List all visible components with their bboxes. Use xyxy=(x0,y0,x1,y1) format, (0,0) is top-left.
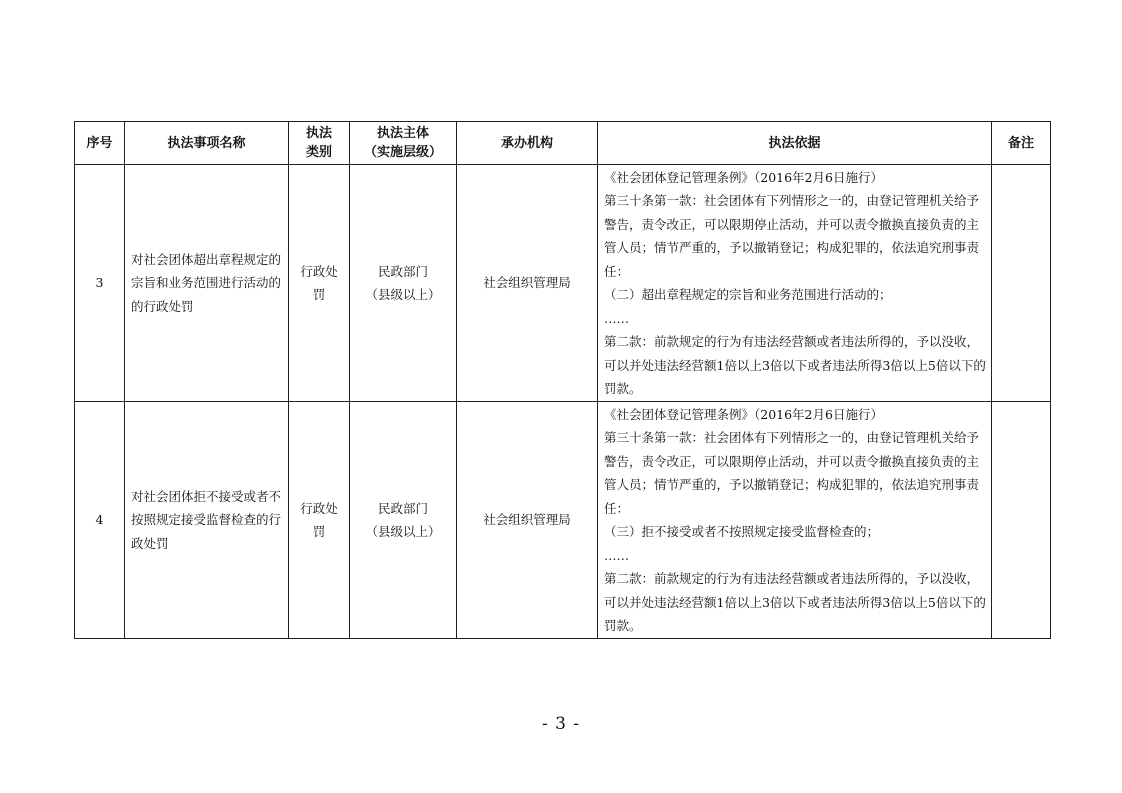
table-row xyxy=(75,165,1051,402)
header-remark: 备注 xyxy=(992,122,1051,165)
header-basis: 执法依据 xyxy=(598,122,992,165)
cell-seq: 4 xyxy=(75,402,125,639)
cell-remark xyxy=(992,165,1051,402)
cell-seq: 3 xyxy=(75,165,125,402)
cell-subject-line1: 民政部门 xyxy=(377,500,428,516)
cell-subject xyxy=(350,402,457,639)
header-item-name: 执法事项名称 xyxy=(125,122,289,165)
basis-paragraph: （二）超出章程规定的宗旨和业务范围进行活动的； xyxy=(604,287,892,302)
page-number: - 3 - xyxy=(541,714,581,734)
basis-paragraph: 《社会团体登记管理条例》（2016年2月6日施行） xyxy=(604,406,883,422)
header-enforcement-subject xyxy=(350,122,457,165)
header-subject-line1: 执法主体 xyxy=(376,126,429,141)
basis-paragraph: 第三十条第一款：社会团体有下列情形之一的，由登记管理机关给予警告，责令改正，可以限期停止活动，并可以责令撤换直接负责的主管人员；情节严重的，予以撤销登记；构成犯罪的，依法追究刑事责任： xyxy=(604,193,980,279)
cell-agency: 社会组织管理局 xyxy=(457,402,598,639)
table-row xyxy=(75,402,1051,639)
header-enforcement-type xyxy=(289,122,350,165)
header-agency: 承办机构 xyxy=(457,122,598,165)
enforcement-table xyxy=(74,121,1051,639)
basis-paragraph: …… xyxy=(604,547,629,563)
basis-paragraph: …… xyxy=(604,310,629,326)
cell-subject-line2: （县级以上） xyxy=(365,287,441,302)
cell-item-name: 对社会团体超出章程规定的宗旨和业务范围进行活动的的行政处罚 xyxy=(125,165,289,402)
cell-subject-line2: （县级以上） xyxy=(365,524,441,539)
header-subject-line2: （实施层级） xyxy=(363,145,442,160)
basis-paragraph: 第二款：前款规定的行为有违法经营额或者违法所得的，予以没收，可以并处违法经营额1倍以上3倍以下或者违法所得3倍以上5倍以下的罚款。 xyxy=(604,571,986,633)
cell-item-name: 对社会团体拒不接受或者不按照规定接受监督检查的行政处罚 xyxy=(125,402,289,639)
table-header-row xyxy=(75,122,1051,165)
cell-remark xyxy=(992,402,1051,639)
basis-paragraph: （三）拒不接受或者不按照规定接受监督检查的； xyxy=(604,524,880,539)
header-type-line2: 类别 xyxy=(305,145,332,160)
cell-subject-line1: 民政部门 xyxy=(377,263,428,279)
basis-paragraph: 《社会团体登记管理条例》（2016年2月6日施行） xyxy=(604,169,883,185)
cell-subject xyxy=(350,165,457,402)
cell-agency: 社会组织管理局 xyxy=(457,165,598,402)
basis-paragraph: 第三十条第一款：社会团体有下列情形之一的，由登记管理机关给予警告，责令改正，可以限期停止活动，并可以责令撤换直接负责的主管人员；情节严重的，予以撤销登记；构成犯罪的，依法追究刑事责任： xyxy=(604,430,980,516)
cell-basis xyxy=(598,165,992,402)
cell-type: 行政处罚 xyxy=(289,402,350,639)
basis-paragraph: 第二款：前款规定的行为有违法经营额或者违法所得的，予以没收，可以并处违法经营额1倍以上3倍以下或者违法所得3倍以上5倍以下的罚款。 xyxy=(604,334,986,396)
cell-type: 行政处罚 xyxy=(289,165,350,402)
cell-basis xyxy=(598,402,992,639)
header-seq: 序号 xyxy=(75,122,125,165)
header-type-line1: 执法 xyxy=(305,126,332,141)
enforcement-table-wrapper xyxy=(74,121,1050,639)
